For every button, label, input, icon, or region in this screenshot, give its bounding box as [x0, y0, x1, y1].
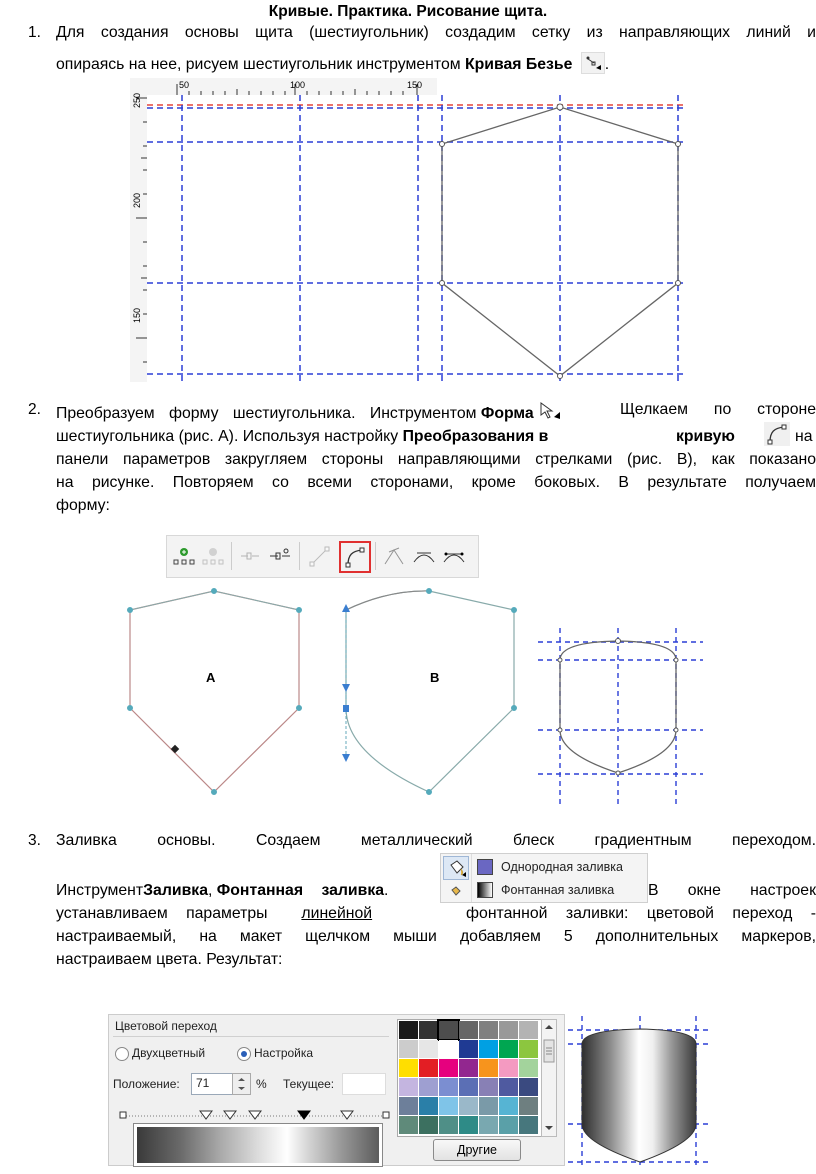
palette-swatch[interactable] — [479, 1078, 498, 1096]
palette-swatch[interactable] — [459, 1059, 478, 1077]
shape-b[interactable] — [346, 591, 514, 792]
palette-swatch[interactable] — [519, 1097, 538, 1115]
palette-swatch[interactable] — [499, 1097, 518, 1115]
ruler-tick-100: 100 — [290, 80, 306, 90]
gradient-marker-strip[interactable] — [119, 1109, 391, 1123]
item-2-line-2-left — [56, 428, 548, 446]
item-3-line-3 — [56, 905, 816, 923]
fill-tool-flyout — [440, 853, 648, 903]
palette-swatch[interactable] — [439, 1097, 458, 1115]
palette-swatch[interactable] — [419, 1078, 438, 1096]
cusp-node-button[interactable] — [381, 544, 407, 568]
item-3-comma: , — [208, 882, 213, 899]
metal-shield[interactable] — [582, 1029, 696, 1162]
current-label: Текущее: — [283, 1077, 335, 1091]
item-3-tool-text: Инструмент — [56, 882, 144, 899]
palette-swatch[interactable] — [479, 1097, 498, 1115]
item-3-line-4: настраиваемый, на макет щелчком мыши добавляем 5 дополнительных маркеров, — [56, 928, 816, 945]
menu-item-uniform-fill[interactable]: Однородная заливка — [501, 860, 623, 874]
item-2-line-2-end: на — [795, 428, 813, 445]
gradient-marker-selected[interactable] — [298, 1111, 310, 1119]
add-node-button[interactable] — [171, 544, 197, 568]
convert-to-curve-icon — [764, 422, 790, 446]
palette-swatch[interactable] — [439, 1021, 458, 1039]
item-3-params-end: фонтанной заливки: цветовой переход - — [466, 905, 816, 922]
page-title: Кривые. Практика. Рисование щита. — [268, 3, 548, 20]
linear-fill-word: линейной — [301, 905, 373, 922]
palette-swatch[interactable] — [519, 1078, 538, 1096]
ruler-tick-150: 150 — [407, 80, 423, 90]
palette-swatch[interactable] — [519, 1040, 538, 1058]
fountain-fill-settings-panel — [108, 1014, 565, 1166]
palette-swatch[interactable] — [459, 1078, 478, 1096]
symmetrical-node-button[interactable] — [441, 544, 467, 568]
palette-swatch[interactable] — [479, 1059, 498, 1077]
color-palette-grid[interactable] — [397, 1019, 542, 1137]
palette-swatch[interactable] — [419, 1021, 438, 1039]
palette-swatch[interactable] — [399, 1116, 418, 1134]
palette-swatch[interactable] — [519, 1116, 538, 1134]
item-2-text-2: шестиугольника (рис. А). Используя настройку — [56, 428, 399, 445]
shape-tool-icon — [538, 401, 562, 421]
result-shield-outline[interactable] — [560, 641, 676, 773]
figure-b-label: B — [430, 670, 440, 685]
palette-swatch[interactable] — [459, 1116, 478, 1134]
palette-swatch[interactable] — [439, 1040, 458, 1058]
gradient-marker[interactable] — [224, 1111, 236, 1119]
custom-radio[interactable] — [237, 1047, 251, 1061]
palette-swatch[interactable] — [399, 1021, 418, 1039]
gradient-marker[interactable] — [341, 1111, 353, 1119]
two-color-radio[interactable] — [115, 1047, 129, 1061]
item-2-line-1-right: Щелкаем по стороне — [620, 401, 816, 418]
palette-swatch[interactable] — [499, 1059, 518, 1077]
item-1-number: 1. — [28, 24, 41, 41]
palette-swatch[interactable] — [479, 1021, 498, 1039]
palette-swatch[interactable] — [499, 1078, 518, 1096]
item-3-line-2-left: ИнструментЗаливка, Фонтанная заливка. — [56, 882, 389, 899]
gradient-marker[interactable] — [249, 1111, 261, 1119]
palette-swatch[interactable] — [459, 1040, 478, 1058]
item-2-number: 2. — [28, 401, 41, 418]
item-2-line-1-left — [56, 401, 562, 423]
smooth-node-button[interactable] — [411, 544, 437, 568]
palette-swatch[interactable] — [439, 1059, 458, 1077]
palette-swatch[interactable] — [459, 1097, 478, 1115]
ruler-tick-50: 50 — [179, 80, 190, 90]
menu-item-fountain-fill[interactable]: Фонтанная заливка — [501, 883, 615, 897]
figure-a-label: A — [206, 670, 216, 685]
other-colors-button[interactable]: Другие — [433, 1139, 521, 1161]
palette-swatch[interactable] — [399, 1078, 418, 1096]
item-2-line-4: на рисунке. Повторяем со всеми сторонами, кроме боковых. В результате получаем — [56, 474, 816, 491]
palette-swatch[interactable] — [439, 1078, 458, 1096]
item-3-line-5: настраиваем цвета. Результат: — [56, 951, 283, 968]
percent-sign: % — [256, 1077, 267, 1091]
shape-tool-property-bar — [166, 535, 479, 578]
item-1-period: . — [604, 56, 610, 73]
item-3-number: 3. — [28, 832, 41, 849]
palette-swatch[interactable] — [499, 1021, 518, 1039]
position-input[interactable] — [191, 1073, 233, 1095]
figure-1-bezier-grid — [130, 78, 690, 384]
fountain-fill-name: Фонтанная заливка — [216, 882, 385, 899]
palette-swatch[interactable] — [479, 1040, 498, 1058]
convert-to-line-button[interactable] — [307, 544, 333, 568]
gradient-marker[interactable] — [200, 1111, 212, 1119]
break-curve-button[interactable] — [267, 544, 293, 568]
curve-control-handle[interactable] — [343, 705, 349, 712]
palette-swatch[interactable] — [419, 1116, 438, 1134]
position-label: Положение: — [113, 1077, 180, 1091]
gradient-preview — [133, 1123, 383, 1167]
palette-swatch[interactable] — [439, 1116, 458, 1134]
bezier-tool-icon — [581, 52, 605, 74]
item-2-line-5: форму: — [56, 497, 110, 514]
uniform-fill-icon — [477, 859, 493, 875]
color-blend-group-title: Цветовой переход — [115, 1019, 217, 1033]
delete-node-button[interactable] — [200, 544, 226, 568]
palette-swatch[interactable] — [419, 1059, 438, 1077]
palette-swatch[interactable] — [479, 1116, 498, 1134]
position-value: 71 — [196, 1076, 210, 1090]
convert-to-curve-button[interactable] — [339, 541, 371, 573]
item-1-text: опираясь на нее, рисуем шестиугольник инструментом — [56, 56, 465, 73]
item-2-line-3: панели параметров закругляем стороны направляющими стрелками (рис. В), как показано — [56, 451, 816, 468]
palette-swatch[interactable] — [459, 1021, 478, 1039]
fill-small-icon — [447, 882, 465, 900]
join-nodes-button[interactable] — [237, 544, 263, 568]
palette-swatch[interactable] — [519, 1021, 538, 1039]
item-1-line-2 — [56, 52, 609, 74]
ruler-v-tick-250: 250 — [132, 92, 142, 108]
figure-2-shapes — [118, 584, 708, 804]
palette-swatch[interactable] — [419, 1097, 438, 1115]
fill-tool-name: Заливка — [143, 882, 208, 899]
convert-to-curve-label: Преобразования в — [402, 428, 549, 445]
bezier-tool-name: Кривая Безье — [464, 56, 573, 73]
palette-swatch[interactable] — [519, 1059, 538, 1077]
position-spinner[interactable] — [232, 1073, 251, 1095]
shape-a[interactable] — [130, 591, 299, 792]
palette-swatch[interactable] — [499, 1116, 518, 1134]
shape-tool-name: Форма — [480, 405, 534, 422]
palette-swatch[interactable] — [399, 1059, 418, 1077]
fountain-fill-icon — [477, 882, 493, 898]
palette-swatch[interactable] — [399, 1097, 418, 1115]
palette-swatch[interactable] — [419, 1040, 438, 1058]
palette-swatch[interactable] — [499, 1040, 518, 1058]
palette-scrollbar[interactable] — [541, 1019, 557, 1137]
item-1-line-1: Для создания основы щита (шестиугольник) создадим сетку из направляющих линий и — [56, 24, 816, 41]
palette-swatch[interactable] — [399, 1040, 418, 1058]
current-color-swatch[interactable] — [342, 1073, 386, 1095]
item-3-line-1: Заливка основы. Создаем металлический блеск градиентным переходом. — [56, 832, 816, 849]
item-3-line-2-right: В окне настроек — [648, 882, 816, 899]
item-2-text: Преобразуем форму шестиугольника. Инструментом — [56, 405, 477, 422]
convert-to-curve-label-2: кривую — [676, 428, 735, 445]
two-color-label: Двухцветный — [132, 1046, 206, 1060]
item-2-line-2-mid — [676, 428, 735, 446]
vertical-ruler — [130, 78, 147, 382]
gradient-shield-result — [568, 1016, 710, 1166]
ruler-v-tick-150: 150 — [132, 307, 142, 323]
fill-bucket-icon[interactable] — [443, 856, 469, 880]
item-3-params: устанавливаем параметры — [56, 905, 268, 922]
ruler-v-tick-200: 200 — [132, 192, 142, 208]
custom-label: Настройка — [254, 1046, 314, 1060]
